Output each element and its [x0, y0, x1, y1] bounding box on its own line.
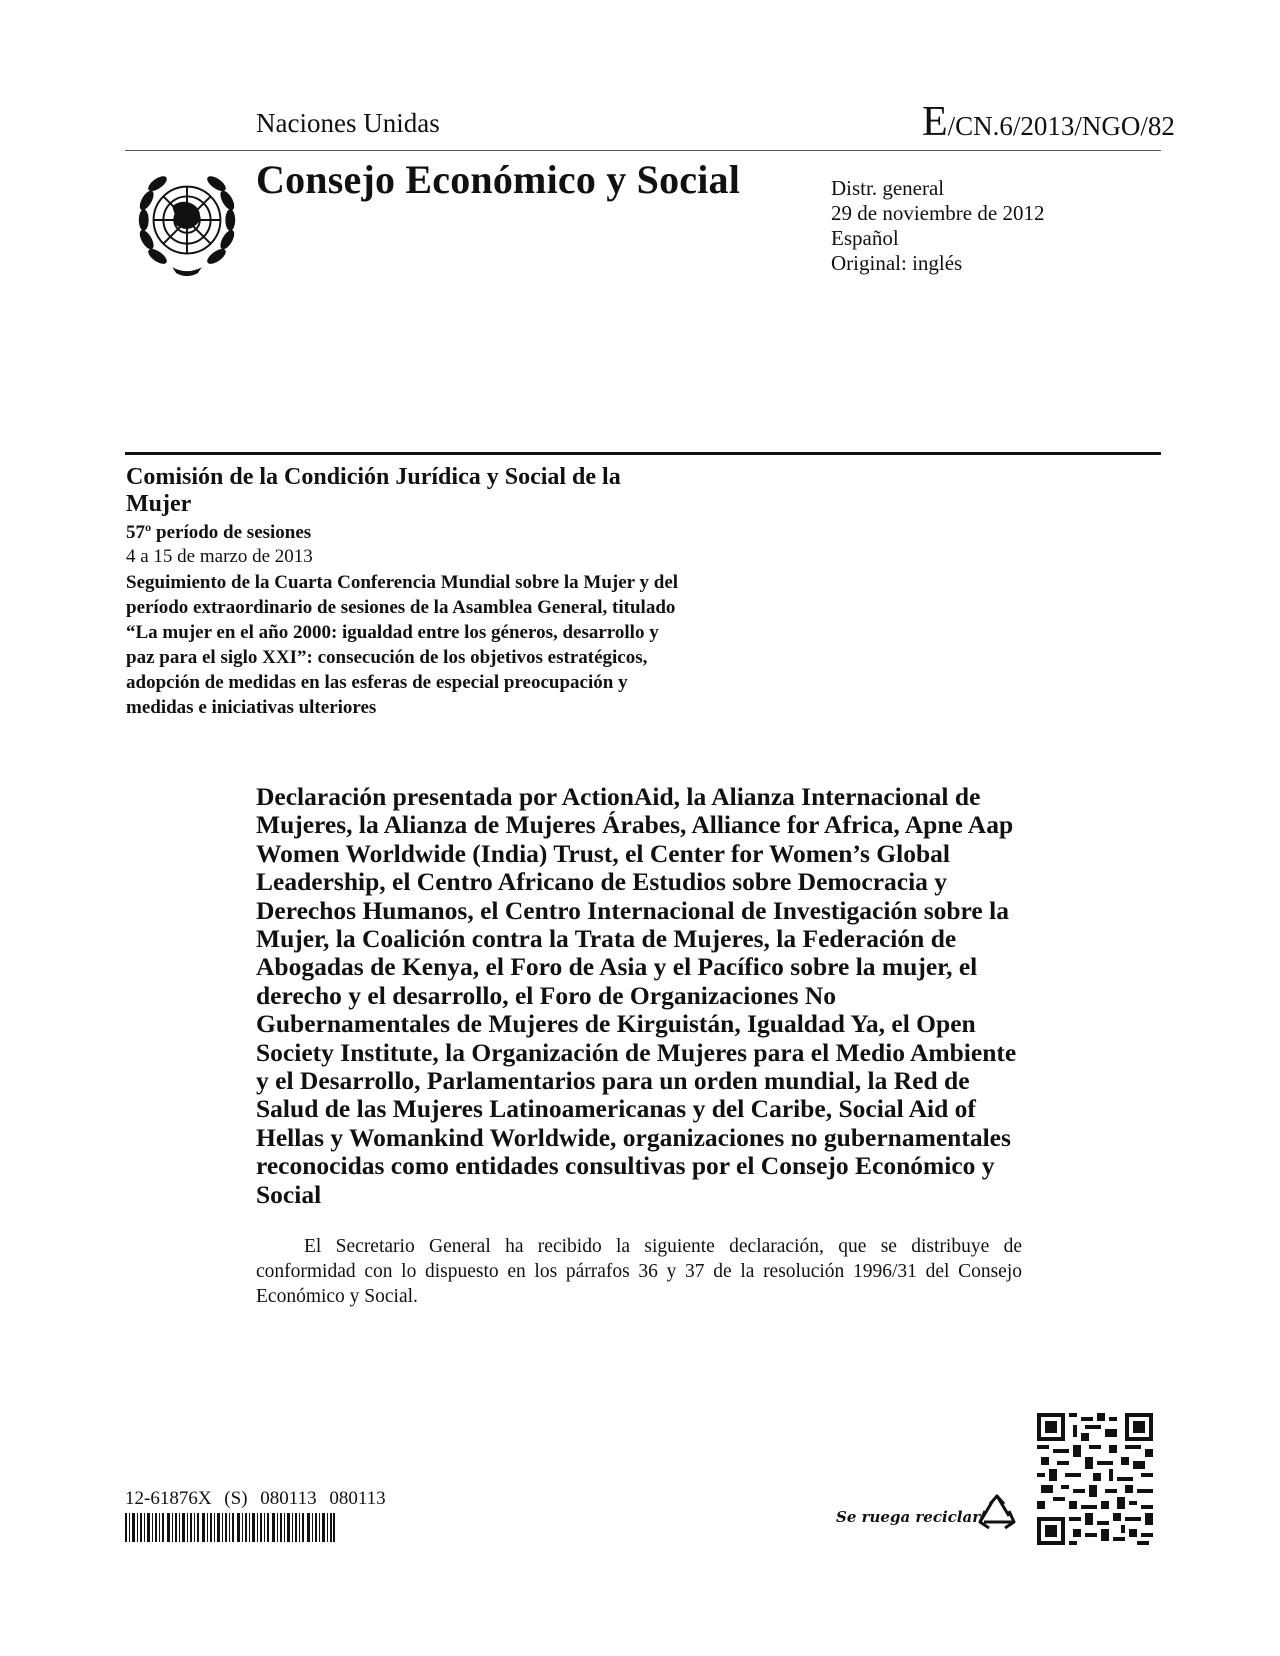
header-rule — [125, 150, 1161, 151]
agenda-item: Seguimiento de la Cuarta Conferencia Mundial sobre la Mujer y del período extraordinario de sesiones de la Asamblea General, titulado “La mujer en el año 2000: igualdad entre los géneros, desarrollo y paz para el siglo XXI”: consecución de los objetivos estratégicos, adopción de medidas en las esferas de especial preocupación y medidas e iniciativas ulteriores — [126, 572, 679, 718]
symbol-prefix: E — [922, 99, 948, 145]
distr-type: Distr. general — [831, 176, 945, 200]
distr-language: Español — [831, 226, 899, 250]
distr-date: 29 de noviembre de 2012 — [831, 201, 1045, 225]
recycle-label: Se ruega reciclar — [836, 1508, 981, 1526]
organization-name: Naciones Unidas — [256, 108, 440, 138]
barcode-icon — [125, 1513, 335, 1542]
document-symbol — [922, 98, 1175, 146]
symbol-rest: /CN.6/2013/NGO/82 — [947, 111, 1175, 141]
section-rule — [125, 452, 1161, 455]
document-number: 12-61876X (S) 080113 080113 — [125, 1488, 386, 1509]
session-number: 57º período de sesiones — [126, 522, 312, 543]
council-name: Consejo Económico y Social — [256, 157, 741, 202]
un-emblem-icon — [128, 163, 246, 281]
qr-code-icon — [1036, 1413, 1154, 1545]
distribution-block — [831, 176, 1044, 276]
session-dates: 4 a 15 de marzo de 2013 — [126, 546, 313, 567]
commission-name: Comisión de la Condición Jurídica y Social de la Mujer — [126, 464, 621, 517]
statement-body: El Secretario General ha recibido la siguiente declaración, que se distribuye de conformidad con lo dispuesto en los párrafos 36 y 37 de la resolución 1996/31 del Consejo Económico y Social. — [256, 1236, 1022, 1307]
recycle-icon — [976, 1492, 1018, 1534]
statement-title: Declaración presentada por ActionAid, la Alianza Internacional de Mujeres, la Alianza de Mujeres Árabes, Alliance for Africa, Apne Aap Women Worldwide (India) Trust, el Center for Women’s Global Leadership, el Centro Africano de Estudios sobre Democracia y Derechos Humanos, el Centro Internacional de Investigación sobre la Mujer, la Coalición contra la Trata de Mujeres, la Federación de Abogadas de Kenya, el Foro de Asia y el Pacífico sobre la mujer, el derecho y el desarrollo, el Foro de Organizaciones No Gubernamentales de Mujeres de Kirguistán, Igualdad Ya, el Open Society Institute, la Organización de Mujeres para el Medio Ambiente y el Desarrollo, Parlamentarios para un orden mundial, la Red de Salud de las Mujeres Latinoamericanas y del Caribe, Social Aid of Hellas y Womankind Worldwide, organizaciones no gubernamentales reconocidas como entidades consultivas por el Consejo Económico y Social — [256, 782, 1017, 1209]
distr-original: Original: inglés — [831, 251, 963, 275]
